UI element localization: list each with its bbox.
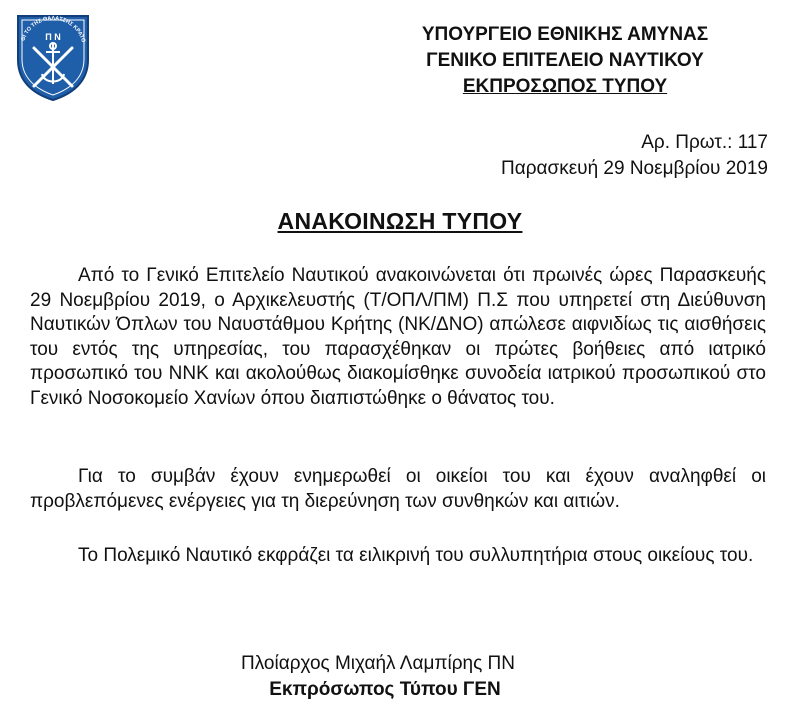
body-paragraph-2: Για το συμβάν έχουν ενημερωθεί οι οικείοι του και έχουν αναληφθεί οι προβλεπόμενες ενέργειες για τη διερεύνηση των συνθηκών και αιτιών. — [30, 466, 766, 512]
hellenic-navy-emblem-icon — [12, 10, 94, 102]
header-ministry: ΥΠΟΥΡΓΕΙΟ ΕΘΝΙΚΗΣ ΑΜΥΝΑΣ — [421, 24, 709, 45]
emblem-motto: ΘΙ ΤΟ ΤΗΣ ΘΑΛΑΣΣΗΣ ΚΡΑΤΟ — [20, 15, 87, 44]
signature-block — [0, 651, 800, 703]
signatory-name: Πλοίαρχος Μιχαήλ Λαμπίρης ΠΝ — [241, 653, 515, 674]
document-date: Παρασκευή 29 Νοεμβρίου 2019 — [500, 158, 768, 179]
document-title: ΑΝΑΚΟΙΝΩΣΗ ΤΥΠΟΥ — [277, 208, 523, 234]
reference-block — [501, 130, 768, 182]
protocol-number: Αρ. Πρωτ.: 117 — [641, 132, 768, 153]
header-press-office: ΕΚΠΡΟΣΩΠΟΣ ΤΥΠΟΥ — [462, 76, 668, 97]
emblem-letters: Π Ν — [45, 32, 61, 42]
body-paragraph-3: Το Πολεμικό Ναυτικό εκφράζει τα ειλικρινή του συλλυπητήρια στους οικείους του. — [78, 545, 754, 566]
signatory-role: Εκπρόσωπος Τύπου ΓΕΝ — [269, 679, 501, 700]
body-paragraph-1: Από το Γενικό Επιτελείο Ναυτικού ανακοινώνεται ότι πρωινές ώρες Παρασκευής 29 Νοεμβρίου 2019, ο Αρχικελευστής (Τ/ΟΠΛ/ΠΜ) Π.Σ που υπηρετεί στη Διεύθυνση Ναυτικών Όπλων του Ναυστάθμου Κρήτης (ΝΚ/ΔΝΟ) απώλεσε αιφνιδίως τις αισθήσεις του εντός της υπηρεσίας, του παρασχέθηκαν οι πρώτες βοήθειες από ιατρικό προσωπικό του ΝΝΚ και ακολούθως διακομίσθηκε συνοδεία ιατρικού προσωπικού στο Γενικό Νοσοκομείο Χανίων όπου διαπιστώθηκε ο θάνατος του. — [30, 265, 766, 409]
ministry-header — [380, 22, 750, 100]
header-navy-staff: ΓΕΝΙΚΟ ΕΠΙΤΕΛΕΙΟ ΝΑΥΤΙΚΟΥ — [426, 50, 704, 71]
